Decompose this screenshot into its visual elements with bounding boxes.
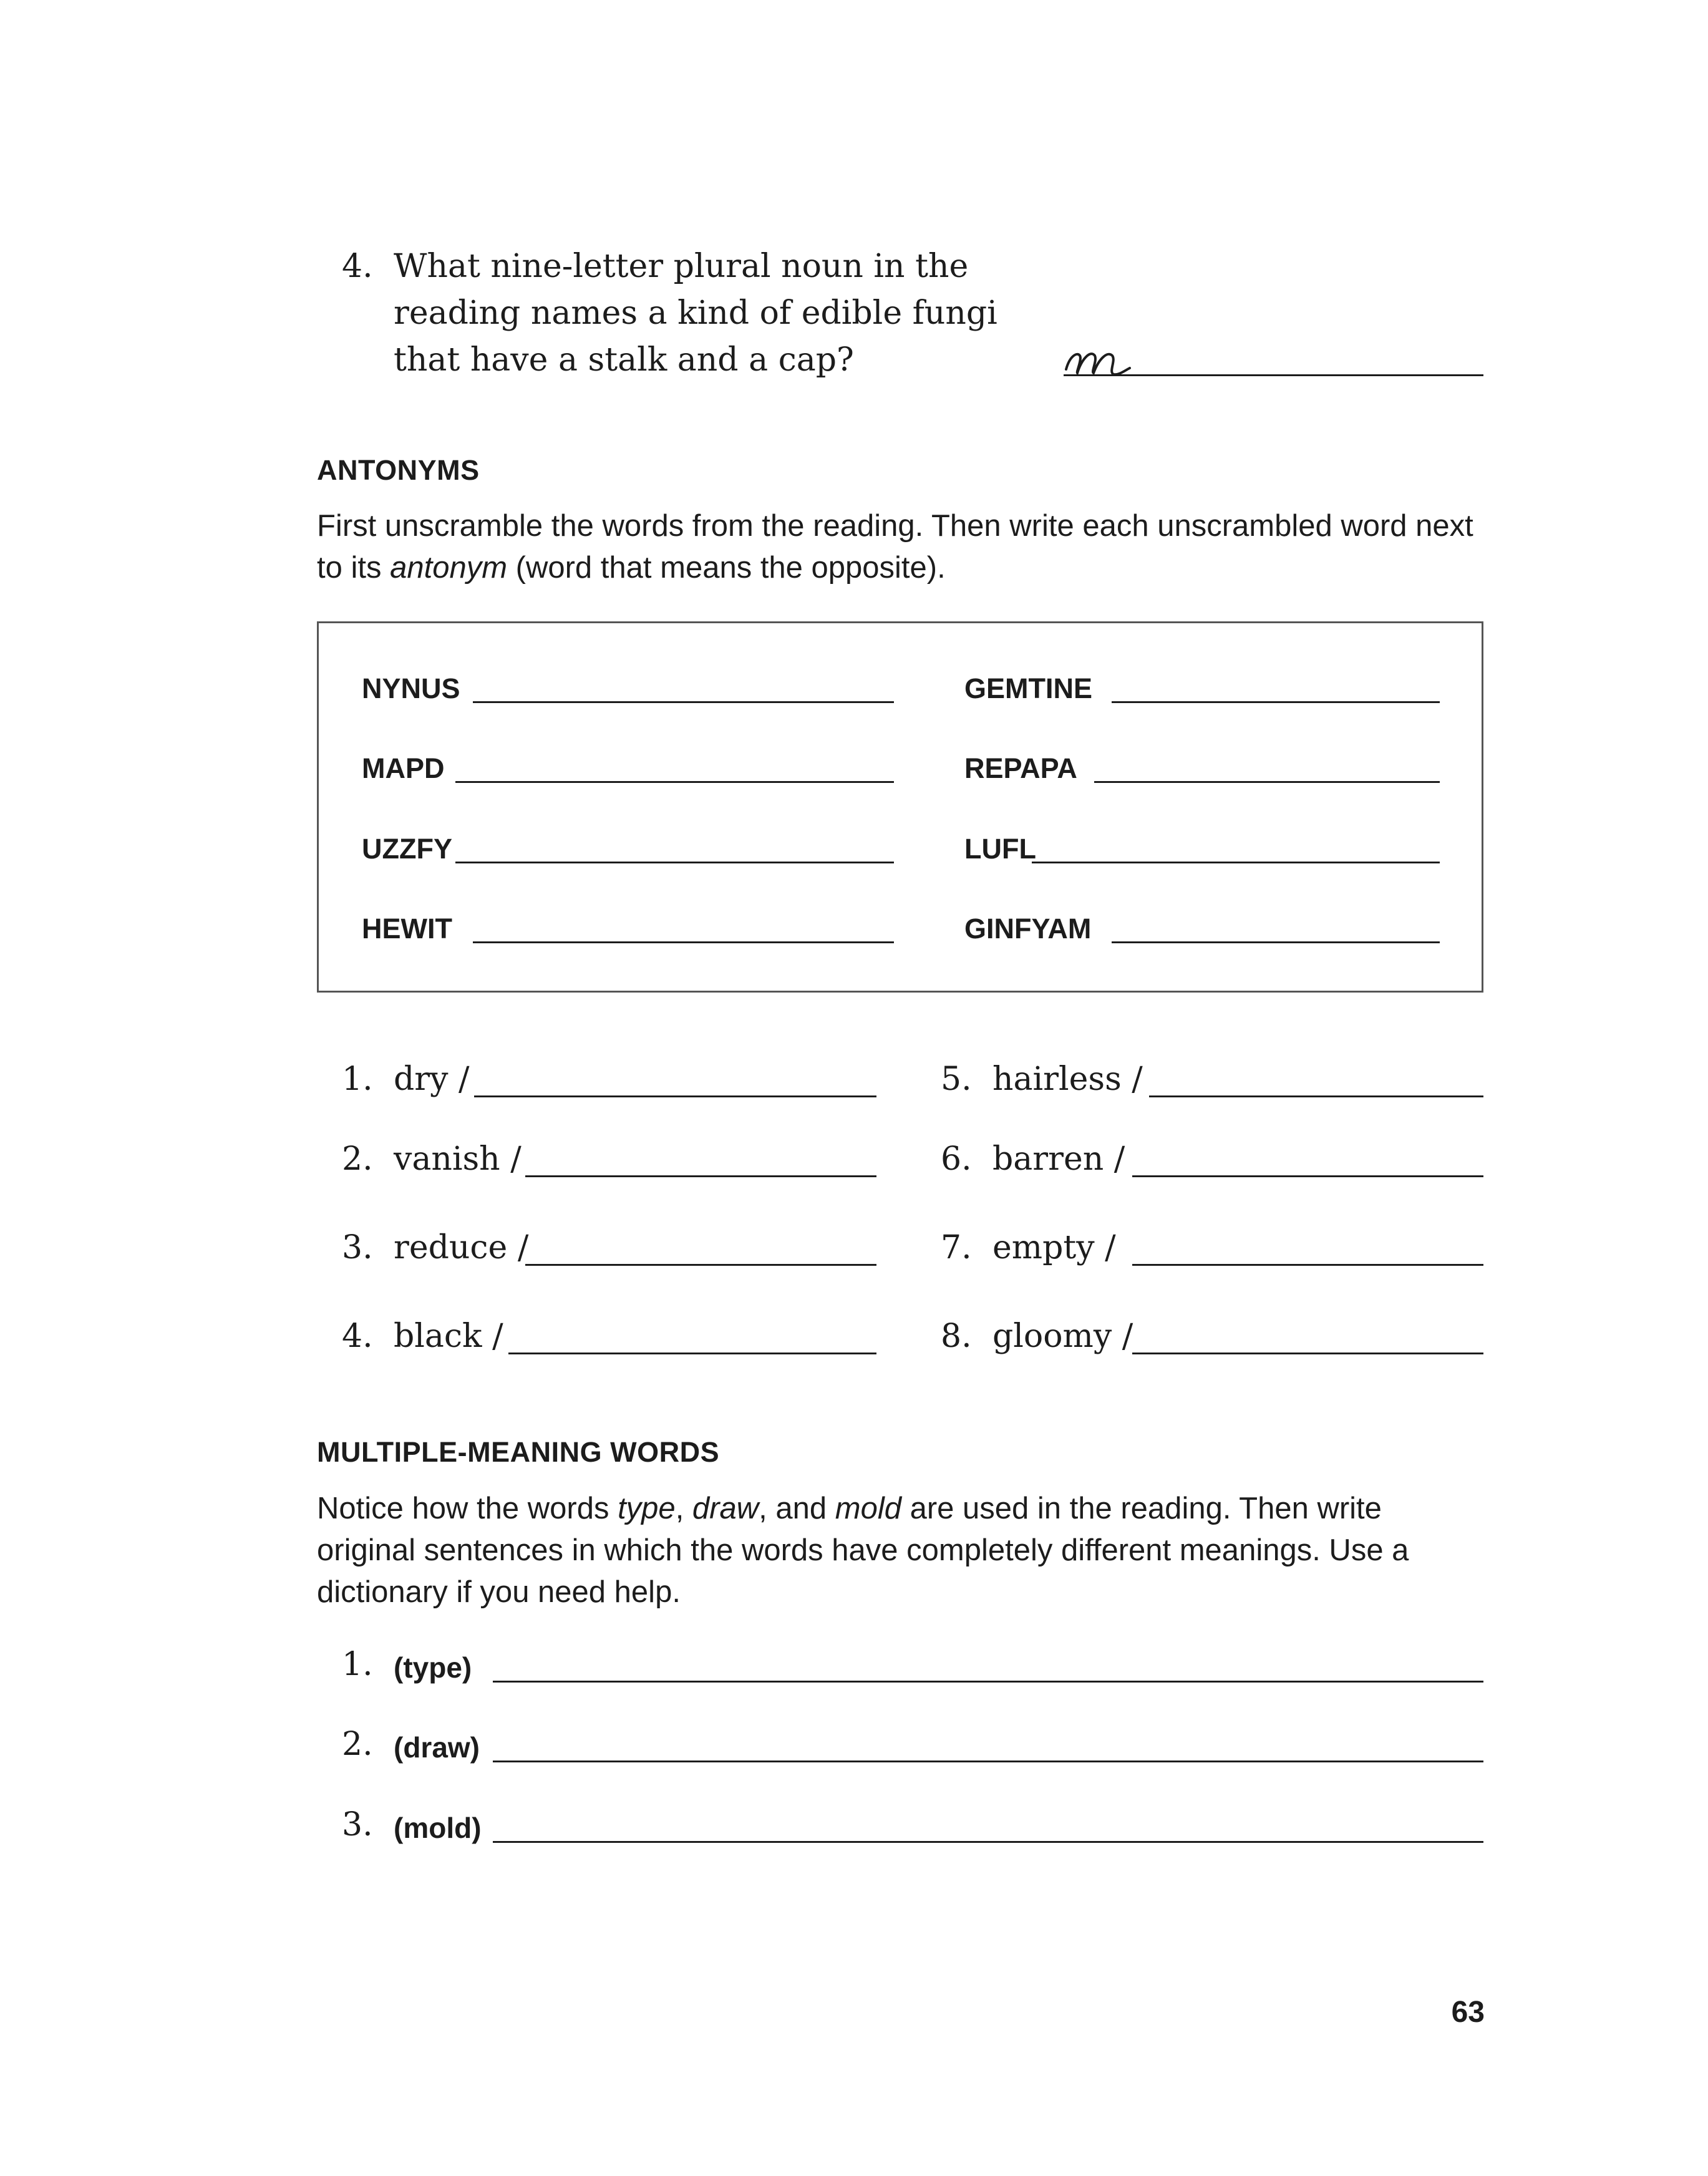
- antonym-answer-line[interactable]: [1132, 1264, 1483, 1266]
- instruction-line-1: Notice how the words type, draw, and mold are used in the reading. Then write: [317, 1492, 1382, 1525]
- item-word: empty /: [992, 1229, 1116, 1266]
- item-number: 3.: [342, 1229, 373, 1266]
- antonym-answer-line[interactable]: [474, 1095, 876, 1097]
- item-number: 2.: [342, 1140, 373, 1178]
- antonym-answer-line[interactable]: [525, 1175, 876, 1177]
- item-label: (draw): [394, 1731, 480, 1764]
- page-number: 63: [1451, 1996, 1485, 2029]
- unscramble-line[interactable]: [473, 701, 894, 703]
- antonym-term: antonym: [390, 551, 508, 585]
- instruction-line-2: original sentences in which the words have completely different meanings. Use a: [317, 1533, 1409, 1567]
- item-number: 3.: [342, 1806, 373, 1843]
- antonym-answer-line[interactable]: [1149, 1095, 1483, 1097]
- item-label: (type): [394, 1651, 472, 1684]
- scrambled-word: LUFL: [964, 833, 1036, 865]
- scrambled-word: REPAPA: [964, 752, 1077, 784]
- unscramble-line[interactable]: [1112, 941, 1440, 943]
- scrambled-word: GINFYAM: [964, 913, 1092, 945]
- item-word: vanish /: [394, 1140, 522, 1178]
- unscramble-line[interactable]: [1112, 701, 1440, 703]
- question-4-answer-line[interactable]: [1064, 374, 1483, 376]
- unscramble-line[interactable]: [473, 941, 894, 943]
- question-number: 4.: [342, 248, 373, 285]
- item-word: dry /: [394, 1061, 470, 1098]
- unscramble-line[interactable]: [1032, 862, 1440, 863]
- item-word: gloomy /: [992, 1318, 1133, 1355]
- scrambled-word: GEMTINE: [964, 673, 1093, 704]
- instruction-line-3: dictionary if you need help.: [317, 1575, 681, 1609]
- item-word: barren /: [992, 1140, 1125, 1178]
- scrambled-word: NYNUS: [362, 673, 460, 704]
- question-line: that have a stalk and a cap?: [394, 341, 854, 379]
- item-number: 8.: [941, 1318, 972, 1355]
- scrambled-word-box: [317, 621, 1483, 993]
- antonym-answer-line[interactable]: [1132, 1175, 1483, 1177]
- item-number: 1.: [342, 1646, 373, 1683]
- antonym-answer-line[interactable]: [525, 1264, 876, 1266]
- antonyms-heading: ANTONYMS: [317, 454, 480, 486]
- scrambled-word: UZZFY: [362, 833, 452, 865]
- item-number: 7.: [941, 1229, 972, 1266]
- scrambled-word: HEWIT: [362, 913, 452, 945]
- item-number: 6.: [941, 1140, 972, 1178]
- sentence-answer-line[interactable]: [493, 1761, 1483, 1762]
- antonyms-instructions: [317, 505, 1502, 589]
- sentence-answer-line[interactable]: [493, 1841, 1483, 1843]
- item-word: reduce /: [394, 1229, 529, 1266]
- antonym-answer-line[interactable]: [508, 1353, 876, 1354]
- scrambled-word: MAPD: [362, 752, 445, 784]
- item-label: (mold): [394, 1812, 482, 1844]
- item-number: 4.: [342, 1318, 373, 1355]
- item-number: 2.: [342, 1726, 373, 1763]
- sentence-answer-line[interactable]: [493, 1681, 1483, 1683]
- question-text: [394, 243, 1080, 384]
- instruction-line-1: First unscramble the words from the reading. Then write each unscrambled word next: [317, 509, 1473, 543]
- multiple-meaning-instructions: [317, 1488, 1502, 1613]
- question-line: What nine-letter plural noun in the: [394, 248, 969, 285]
- item-number: 1.: [342, 1061, 373, 1098]
- multiple-meaning-heading: MULTIPLE-MEANING WORDS: [317, 1436, 720, 1468]
- item-word: black /: [394, 1318, 503, 1355]
- unscramble-line[interactable]: [455, 781, 894, 783]
- instruction-line-2: to its antonym (word that means the opposite).: [317, 551, 946, 585]
- item-word: hairless /: [992, 1061, 1143, 1098]
- unscramble-line[interactable]: [1094, 781, 1440, 783]
- antonym-answer-line[interactable]: [1132, 1353, 1483, 1354]
- question-line: reading names a kind of edible fungi: [394, 294, 997, 332]
- item-number: 5.: [941, 1061, 972, 1098]
- unscramble-line[interactable]: [455, 862, 894, 863]
